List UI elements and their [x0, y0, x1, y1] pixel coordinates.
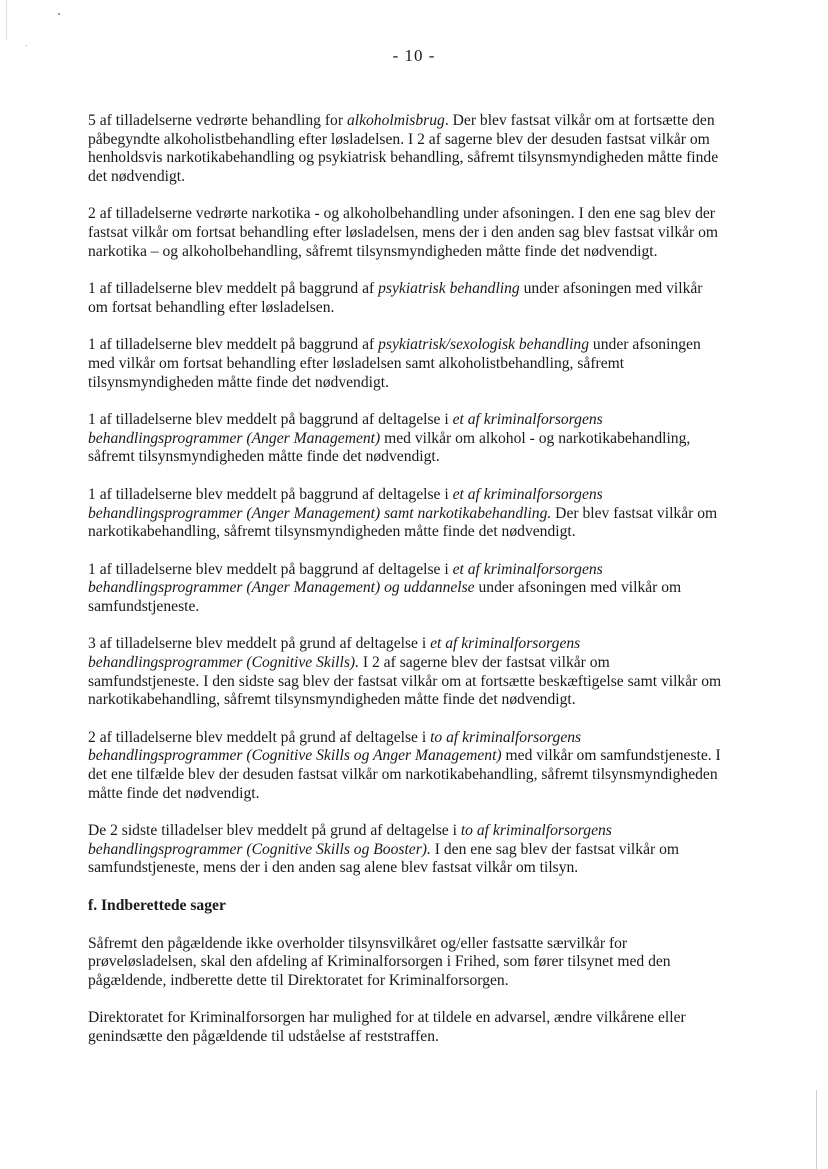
page-number: - 10 - — [392, 46, 436, 65]
body-paragraph — [88, 336, 724, 392]
text-run: 1 af tilladelserne blev meddelt på baggrund af deltagelse i — [88, 485, 453, 503]
section-heading: f. Indberettede sager — [88, 897, 226, 914]
text-run: under afsoningen med vilkår om fortsat behandling efter løsladelsen. — [88, 280, 703, 316]
italic-text-run: psykiatrisk/sexologisk behandling — [378, 336, 590, 354]
body-paragraph — [88, 561, 724, 617]
italic-text-run: et af kriminalforsorgens behandlingsprogrammer (Anger Management) samt narkotikabehandling. — [88, 485, 603, 522]
body-paragraph — [88, 729, 724, 803]
section-paragraph: Såfremt den pågældende ikke overholder tilsynsvilkåret og/eller fastsatte særvilkår for prøveløsladelsen, skal den afdeling af Kriminalforsorgen i Frihed, som fører tilsynet med den pågældende, indberette dette til Direktoratet for Kriminalforsorgen. — [88, 934, 671, 989]
text-run: 1 af tilladelserne blev meddelt på baggrund af — [88, 280, 379, 298]
text-run: 1 af tilladelserne blev meddelt på baggrund af deltagelse i — [88, 560, 453, 578]
document-body — [88, 112, 724, 1047]
scan-speck — [58, 13, 60, 15]
body-paragraph — [88, 205, 724, 261]
scan-edge-line — [816, 1090, 817, 1169]
italic-text-run: to af kriminalforsorgens behandlingsprogrammer (Cognitive Skills og Booster). — [88, 822, 612, 858]
italic-text-run: et af kriminalforsorgens behandlingsprogrammer (Cognitive Skills). — [88, 635, 581, 672]
text-run: med vilkår om alkohol - og narkotikabehandling, såfremt tilsynsmyndigheden måtte finde det nødvendigt. — [88, 429, 691, 466]
section-paragraph: Direktoratet for Kriminalforsorgen har mulighed for at tildele en advarsel, ændre vilkårene eller genindsætte den pågældende til udståelse af reststraffen. — [88, 1009, 686, 1045]
text-run: . Der blev fastsat vilkår om at fortsætte den påbegyndte alkoholistbehandling efter løsladelsen. I 2 af sagerne blev der desuden fastsat vilkår om henholdsvis narkotikabehandling og psykiatrisk behandling, såfremt tilsynsmyndigheden måtte finde det nødvendigt. — [88, 112, 719, 185]
body-paragraph — [88, 486, 724, 542]
text-run: De 2 sidste tilladelser blev meddelt på grund af deltagelse i — [88, 822, 461, 840]
body-paragraph — [88, 822, 724, 878]
body-paragraph — [88, 635, 724, 709]
text-run: 1 af tilladelserne blev meddelt på baggrund af deltagelse i — [88, 411, 453, 429]
text-run: 1 af tilladelserne blev meddelt på baggrund af — [88, 336, 379, 354]
italic-text-run: psykiatrisk behandling — [378, 280, 520, 298]
paragraph-list — [88, 112, 724, 878]
italic-text-run: alkoholmisbrug — [346, 112, 445, 129]
text-run: I 2 af sagerne blev der fastsat vilkår om samfundstjeneste. I den sidste sag blev der fastsat vilkår om at fortsætte beskæftigelse samt vilkår om narkotikabehandling, såfremt tilsynsmyndigheden måtte finde det nødvendigt. — [88, 654, 722, 709]
text-run: under afsoningen med vilkår om samfundstjeneste. — [88, 579, 682, 615]
text-run: Der blev fastsat vilkår om narkotikabehandling, såfremt tilsynsmyndigheden måtte finde det nødvendigt. — [88, 504, 718, 541]
text-run: med vilkår om samfundstjeneste. I det ene tilfælde blev der desuden fastsat vilkår om narkotikabehandling, såfremt tilsynsmyndigheden måtte finde det nødvendigt. — [88, 747, 721, 802]
body-paragraph — [88, 112, 724, 186]
body-paragraph — [88, 411, 724, 467]
italic-text-run: et af kriminalforsorgens behandlingsprogrammer (Anger Management) og uddannelse — [88, 560, 603, 597]
text-run: under afsoningen med vilkår om fortsat behandling efter løsladelsen samt alkoholistbehandling, såfremt tilsynsmyndigheden måtte finde det nødvendigt. — [88, 336, 701, 391]
text-run: 3 af tilladelserne blev meddelt på grund af deltagelse i — [88, 635, 431, 653]
text-run: I den ene sag blev der fastsat vilkår om samfundstjeneste, mens der i den anden sag alene blev fastsat vilkår om tilsyn. — [88, 840, 680, 877]
text-run: 5 af tilladelserne vedrørte behandling for — [88, 112, 347, 129]
text-run: 2 af tilladelserne vedrørte narkotika - og alkoholbehandling under afsoningen. I den ene sag blev der fastsat vilkår om fortsat behandling efter løsladelsen, mens der i den anden sag blev fastsat vilkår om narkotika – og alkoholbehandling, såfremt tilsynsmyndigheden måtte finde det nødvendigt. — [88, 205, 719, 260]
italic-text-run: et af kriminalforsorgens behandlingsprogrammer (Anger Management) — [88, 411, 603, 447]
italic-text-run: to af kriminalforsorgens behandlingsprogrammer (Cognitive Skills og Anger Management) — [88, 728, 582, 765]
body-paragraph — [88, 280, 724, 317]
text-run: 2 af tilladelserne blev meddelt på grund af deltagelse i — [88, 728, 431, 746]
scan-edge-line — [6, 0, 7, 40]
